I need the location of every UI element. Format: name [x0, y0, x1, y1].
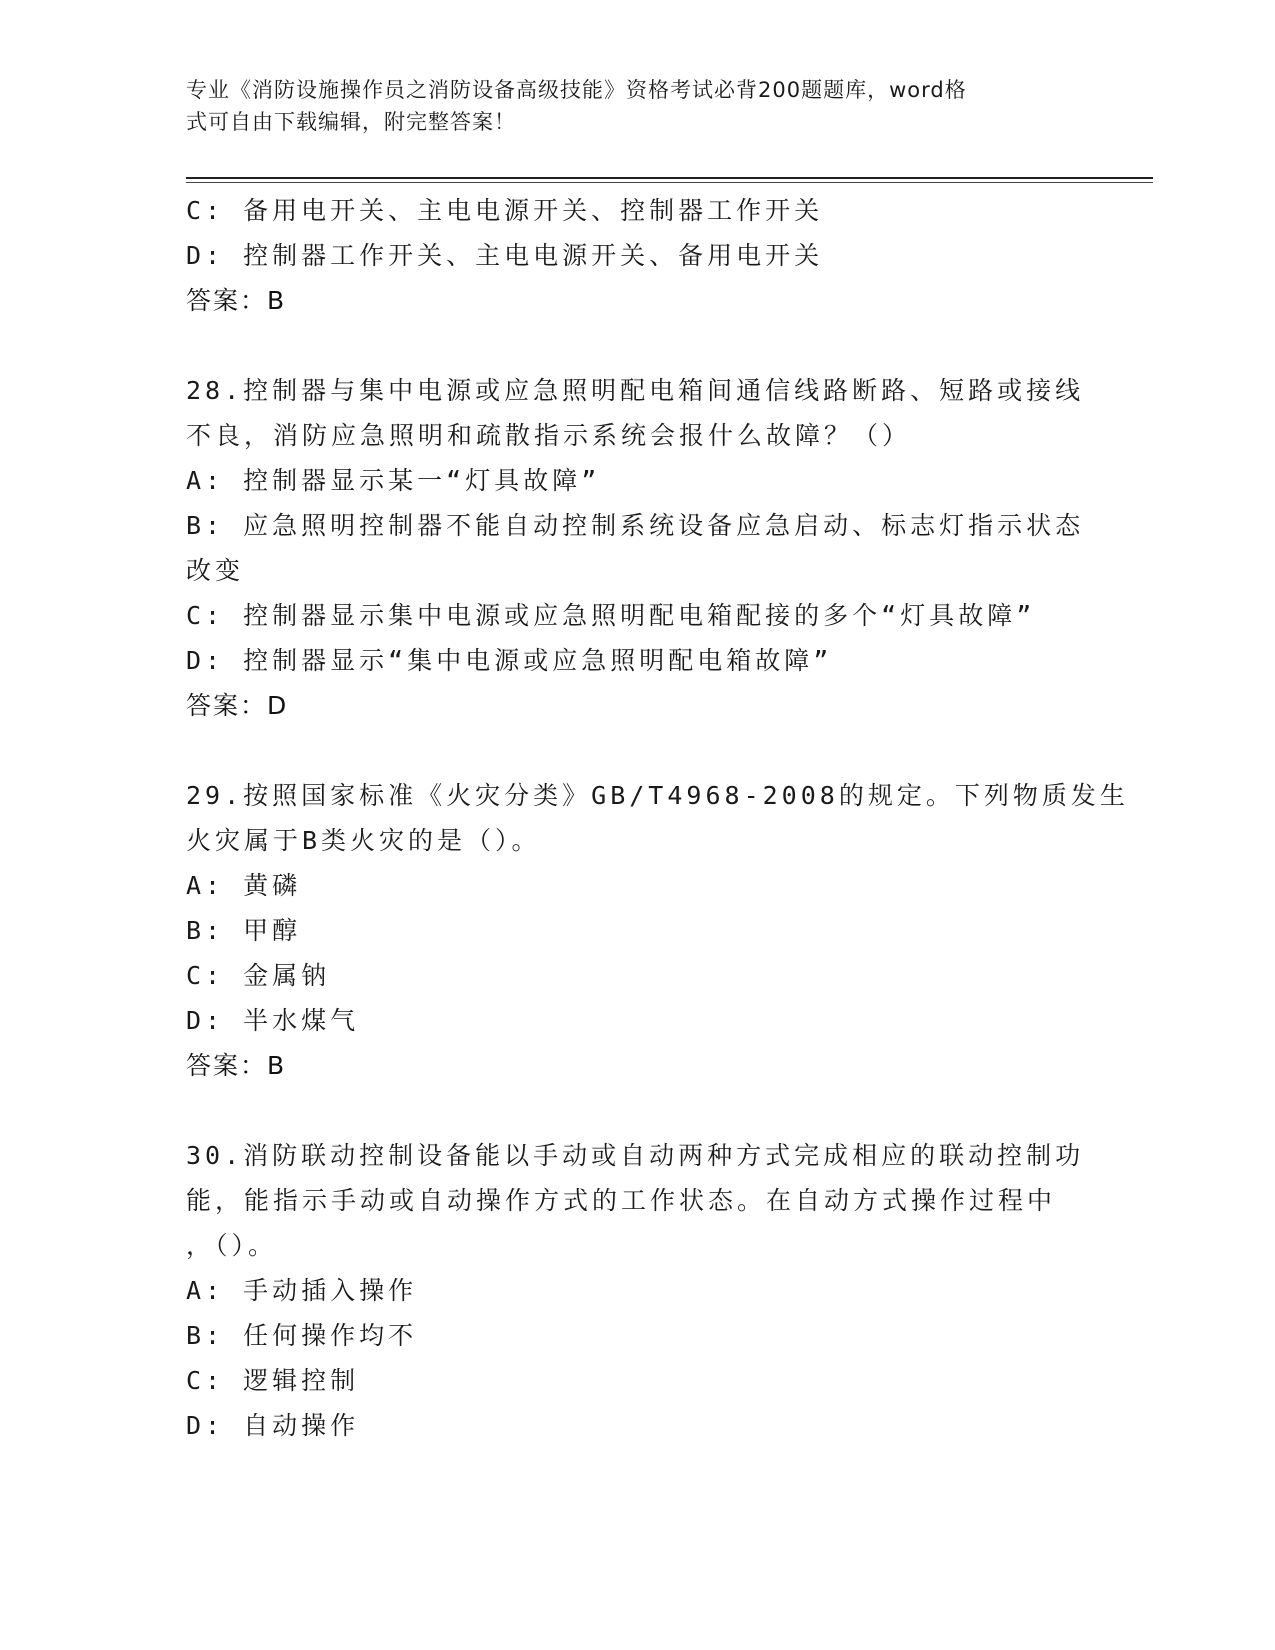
spacer [186, 1088, 1086, 1133]
q28-option-a: A: 控制器显示某一“灯具故障” [186, 466, 601, 495]
q29-option-d: D: 半水煤气 [186, 1006, 360, 1035]
q28-option-b-line-2: 改变 [186, 556, 245, 585]
q27-option-c: C: 备用电开关、主电电源开关、控制器工作开关 [186, 196, 824, 225]
q29-option-a: A: 黄磷 [186, 871, 302, 900]
header-line-1: 专业《消防设施操作员之消防设备高级技能》资格考试必背200题题库，word格 [186, 78, 967, 102]
q27-option-d: D: 控制器工作开关、主电电源开关、备用电开关 [186, 241, 824, 270]
q28-option-c: C: 控制器显示集中电源或应急照明配电箱配接的多个“灯具故障” [186, 601, 1036, 630]
q30-option-a: A: 手动插入操作 [186, 1276, 418, 1305]
q28-option-b-line-1: B: 应急照明控制器不能自动控制系统设备应急启动、标志灯指示状态 [186, 511, 1085, 540]
q30-stem-line-2: 能，能指示手动或自动操作方式的工作状态。在自动方式操作过程中 [186, 1186, 1057, 1215]
q27-answer: 答案：B [186, 286, 287, 315]
q28-option-d: D: 控制器显示“集中电源或应急照明配电箱故障” [186, 646, 833, 675]
q30-option-d: D: 自动操作 [186, 1411, 360, 1440]
q29-stem-line-2: 火灾属于B类火灾的是（）。 [186, 826, 541, 855]
q28-stem-line-2: 不良，消防应急照明和疏散指示系统会报什么故障？（） [186, 421, 912, 450]
header-line-2: 式可自由下载编辑，附完整答案！ [186, 110, 516, 134]
spacer [186, 728, 1086, 773]
q30-stem-line-3: ，（）。 [186, 1231, 278, 1260]
question-29 [186, 773, 1129, 1088]
header-divider-thin [186, 182, 1153, 183]
q29-option-c: C: 金属钠 [186, 961, 331, 990]
q29-stem-line-1: 29.按照国家标准《火灾分类》GB/T4968-2008的规定。下列物质发生 [186, 781, 1129, 810]
document-header [186, 74, 1066, 138]
q29-option-b: B: 甲醇 [186, 916, 302, 945]
question-list [186, 188, 1129, 1448]
question-30 [186, 1133, 1086, 1448]
q30-option-b: B: 任何操作均不 [186, 1321, 418, 1350]
question-27-tail [186, 188, 1086, 323]
q30-stem-line-1: 30.消防联动控制设备能以手动或自动两种方式完成相应的联动控制功 [186, 1141, 1085, 1170]
q28-answer: 答案：D [186, 691, 289, 720]
header-divider-thick [186, 177, 1153, 179]
spacer [186, 323, 1086, 368]
q30-option-c: C: 逻辑控制 [186, 1366, 360, 1395]
q28-stem-line-1: 28.控制器与集中电源或应急照明配电箱间通信线路断路、短路或接线 [186, 376, 1085, 405]
q29-answer: 答案：B [186, 1051, 287, 1080]
question-28 [186, 368, 1086, 728]
